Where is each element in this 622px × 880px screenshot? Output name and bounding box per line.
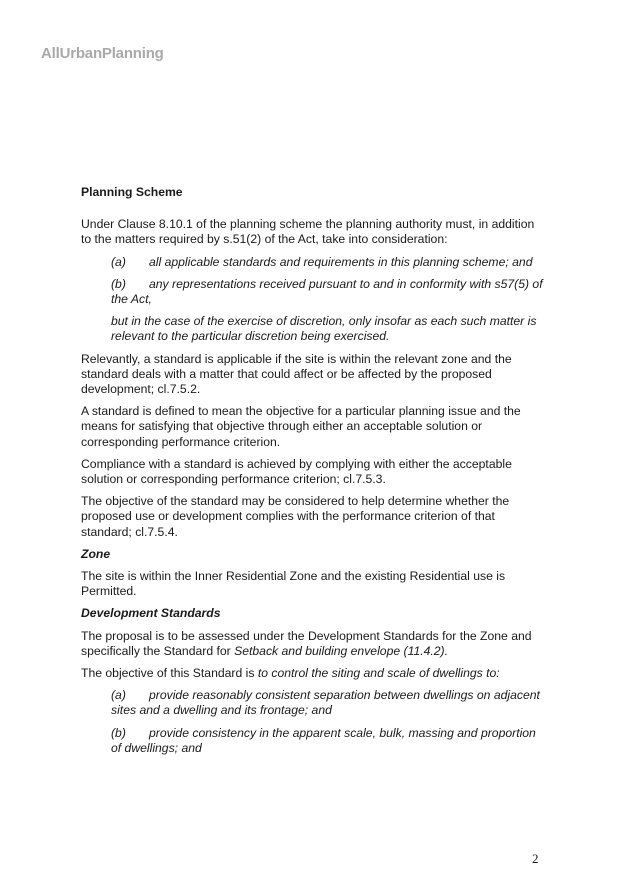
- logo: AllUrbanPlanning: [41, 45, 164, 62]
- list-item: [81, 277, 547, 307]
- development-standards-heading: Development Standards: [81, 606, 221, 621]
- list-marker: (b): [111, 276, 126, 291]
- list-item-text: all applicable standards and requirements in this planning scheme; and: [149, 254, 533, 269]
- paragraph: Relevantly, a standard is applicable if the site is within the relevant zone and the standard deals with a matter that could affect or be affected by the proposed development; cl.7.5.2.: [81, 351, 512, 397]
- zone-paragraph: The site is within the Inner Residential Zone and the existing Residential use is Permitted.: [81, 569, 506, 599]
- list-item-text: provide reasonably consistent separation between dwellings on adjacent sites and a dwelling and its frontage; and: [111, 688, 540, 718]
- list-item: [81, 688, 547, 718]
- list-item-text: any representations received pursuant to and in conformity with s57(5) of the Act,: [111, 276, 543, 307]
- intro-paragraph: Under Clause 8.10.1 of the planning scheme the planning authority must, in addition to the matters required by s.51(2) of the Act, take into consideration:: [81, 217, 535, 247]
- list-item: [81, 255, 547, 270]
- list-marker: (b): [111, 725, 126, 740]
- list-item: [81, 726, 547, 756]
- objective-italic: to control the siting and scale of dwellings to:: [257, 666, 500, 681]
- section-heading: Planning Scheme: [81, 185, 183, 199]
- list-marker: (a): [111, 254, 126, 269]
- paragraph: Compliance with a standard is achieved by complying with either the acceptable solution or corresponding performance criterion; cl.7.5.3.: [81, 456, 512, 487]
- paragraph: The objective of the standard may be considered to help determine whether the proposed use or development complies with the performance criterion of that standard; cl.7.5.4.: [81, 494, 510, 539]
- consideration-note: but in the case of the exercise of discretion, only insofar as each such matter is relevant to the particular discretion being exercised.: [111, 314, 537, 344]
- page-number: 2: [532, 851, 539, 866]
- objective-paragraph: [81, 666, 547, 681]
- objective-text: The objective of this Standard is: [81, 666, 258, 681]
- standards-text: The proposal is to be assessed under the Development Standards for the Zone and specifically the Standard for: [81, 628, 532, 658]
- zone-heading: Zone: [81, 546, 111, 561]
- paragraph: A standard is defined to mean the objective for a particular planning issue and the means for satisfying that objective through either an acceptable solution or corresponding performance criterion.: [81, 404, 521, 449]
- list-marker: (a): [111, 688, 126, 703]
- standards-reference: Setback and building envelope (11.4.2).: [234, 643, 448, 658]
- document-body: [81, 185, 547, 763]
- list-item-text: provide consistency in the apparent scale, bulk, massing and proportion of dwellings; and: [111, 725, 536, 755]
- standards-paragraph: [81, 629, 547, 659]
